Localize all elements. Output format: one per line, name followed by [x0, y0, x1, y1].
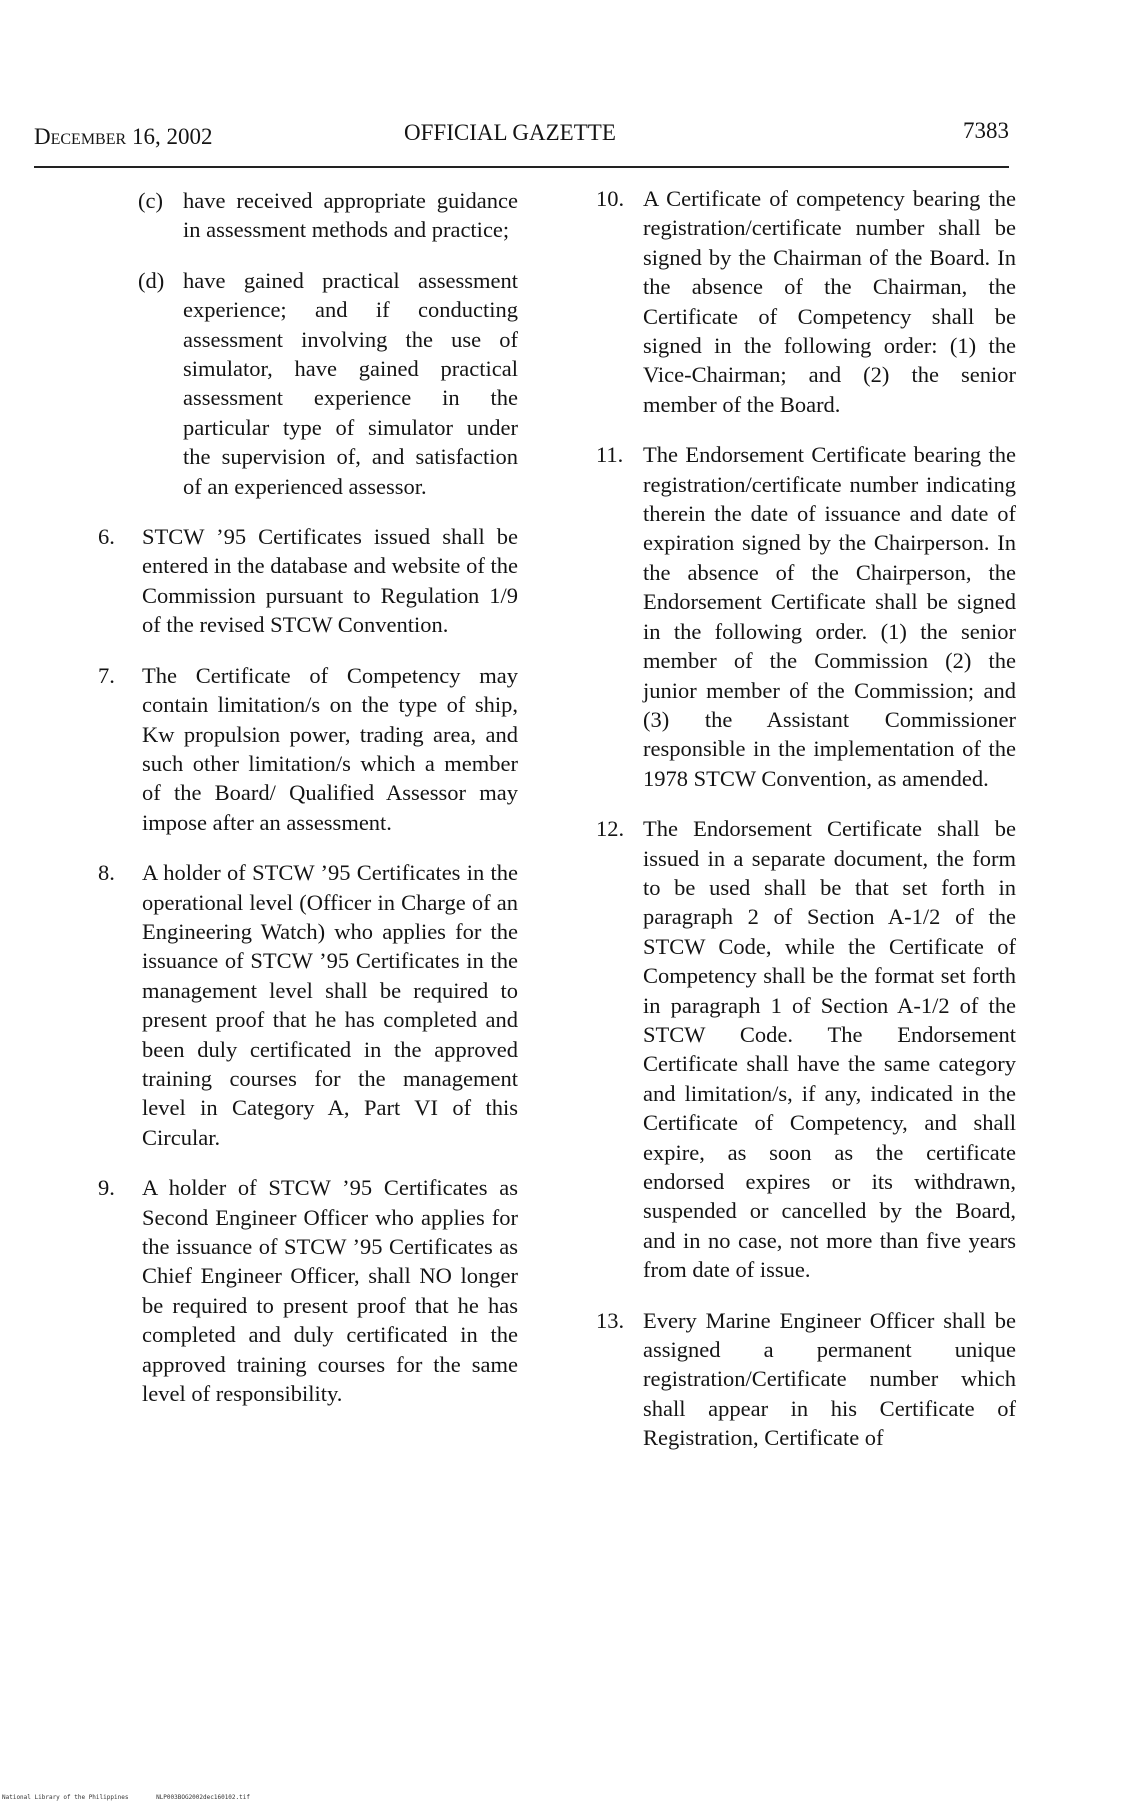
item-number: 6.: [98, 524, 115, 550]
issue-date-month: December: [34, 124, 127, 149]
left-column: [94, 186, 518, 1429]
item-number: 13.: [596, 1307, 625, 1333]
publication-title: OFFICIAL GAZETTE: [404, 120, 616, 145]
subitem-text: have gained practical assessment experience; and if conducting assessment involving the use of simulator, have gained practical assessment experience in the particular type of simulator under the supervision of, and satisfaction of an experienced assessor.: [183, 267, 518, 499]
item-text: A holder of STCW ’95 Certificates as Second Engineer Officer who applies for the issuance of STCW ’95 Certificates as Chief Engineer Officer, shall NO longer be required to present proof that he has completed and duly certificated in the approved training courses for the same level of responsibility.: [142, 1175, 518, 1407]
subitem-c: [94, 186, 518, 245]
item-text: The Certificate of Competency may contain limitation/s on the type of ship, Kw propulsion power, trading area, and such other limitation/s which a member of the Board/ Qualified Assessor may impose after an assessment.: [142, 662, 518, 835]
item-text: A holder of STCW ’95 Certificates in the operational level (Officer in Charge of an Engineering Watch) who applies for the issuance of STCW ’95 Certificates in the management level shall be required to present proof that he has completed and been duly certificated in the approved training courses for the management level in Category A, Part VI of this Circular.: [142, 860, 518, 1150]
item-7: [94, 661, 518, 837]
issue-date: [34, 124, 212, 150]
item-13: [596, 1306, 1016, 1453]
item-number: 11.: [596, 442, 624, 468]
subitem-d: [94, 266, 518, 501]
item-9: [94, 1173, 518, 1408]
item-number: 9.: [98, 1175, 115, 1201]
subitem-text: have received appropriate guidance in assessment methods and practice;: [183, 188, 518, 243]
item-10: [596, 184, 1016, 419]
item-text: STCW ’95 Certificates issued shall be entered in the database and website of the Commission pursuant to Regulation 1/9 of the revised STCW Convention.: [142, 524, 518, 638]
issue-date-day-year: 16, 2002: [131, 124, 213, 149]
scan-filename: NLP003BOG2002dec160102.tif: [156, 1794, 250, 1801]
library-credit: National Library of the Philippines: [2, 1794, 129, 1801]
scan-footer: [2, 1794, 274, 1801]
item-number: 8.: [98, 860, 115, 886]
page-number: 7383: [963, 118, 1009, 143]
item-12: [596, 814, 1016, 1285]
item-11: [596, 440, 1016, 793]
right-column: [596, 184, 1016, 1474]
subitem-label: (d): [138, 267, 165, 293]
page-header: [34, 118, 1009, 158]
item-number: 12.: [596, 816, 625, 842]
item-6: [94, 522, 518, 640]
item-text: The Endorsement Certificate shall be issued in a separate document, the form to be used shall be that set forth in paragraph 2 of Section A-1/2 of the STCW Code, while the Certificate of Competency shall be the format set forth in paragraph 1 of Section A-1/2 of the STCW Code. The Endorsement Certificate shall have the same category and limitation/s, if any, indicated in the Certificate of Competency, and shall expire, as soon as the certificate endorsed expires or its withdrawn, suspended or cancelled by the Board, and in no case, not more than five years from date of issue.: [643, 816, 1016, 1283]
item-number: 7.: [98, 662, 115, 688]
subitem-label: (c): [138, 188, 163, 213]
item-8: [94, 858, 518, 1152]
item-text: Every Marine Engineer Officer shall be assigned a permanent unique registration/Certificate number which shall appear in his Certificate of Registration, Certificate of: [643, 1307, 1016, 1451]
item-text: The Endorsement Certificate bearing the registration/certificate number indicating therein the date of issuance and date of expiration signed by the Chairperson. In the absence of the Chairperson, the Endorsement Certificate shall be signed in the following order. (1) the senior member of the Commission (2) the junior member of the Commission; and (3) the Assistant Commissioner responsible in the implementation of the 1978 STCW Convention, as amended.: [643, 442, 1016, 791]
header-rule: [34, 166, 1009, 168]
item-text: A Certificate of competency bearing the registration/certificate number shall be signed by the Chairman of the Board. In the absence of the Chairman, the Certificate of Competency shall be signed in the following order: (1) the Vice-Chairman; and (2) the senior member of the Board.: [643, 186, 1016, 417]
item-number: 10.: [596, 186, 625, 211]
